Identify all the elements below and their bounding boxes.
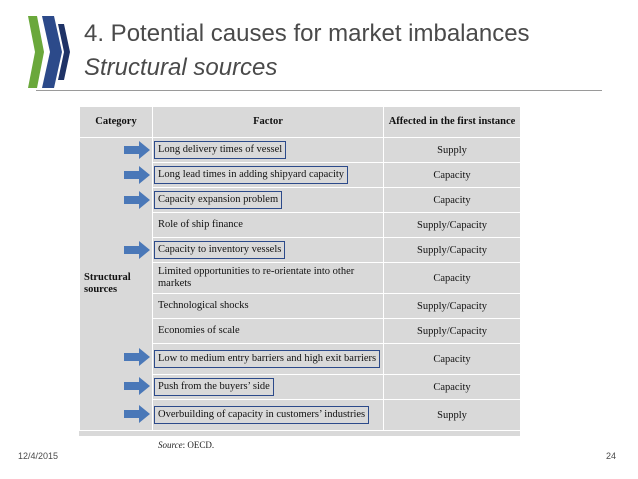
table-header-row: [80, 107, 521, 138]
arrow-right-icon: [124, 141, 150, 159]
affected-cell: Supply/Capacity: [384, 294, 521, 319]
arrow-right-icon: [124, 241, 150, 259]
arrow-right-icon: [124, 166, 150, 184]
slide-date: 12/4/2015: [18, 451, 59, 461]
header-factor: Factor: [153, 107, 384, 138]
affected-cell: Capacity: [384, 375, 521, 400]
factor-cell: Economies of scale: [153, 319, 384, 344]
slide-subtitle: Structural sources: [84, 54, 278, 81]
affected-cell: Supply/Capacity: [384, 238, 521, 263]
source-note: [158, 440, 214, 450]
factor-cell: [153, 344, 384, 375]
category-cell: Structural sources: [80, 138, 153, 431]
affected-cell: Capacity: [384, 188, 521, 213]
highlight-box: Overbuilding of capacity in customers’ industries: [154, 406, 369, 424]
factor-cell: Role of ship finance: [153, 213, 384, 238]
factor-cell: [153, 400, 384, 431]
factor-cell: [153, 138, 384, 163]
highlight-box: Capacity expansion problem: [154, 191, 282, 209]
affected-cell: Capacity: [384, 263, 521, 294]
slide-title: 4. Potential causes for market imbalances: [84, 20, 530, 47]
arrow-right-icon: [124, 348, 150, 366]
title-divider: [36, 90, 602, 91]
highlight-box: Capacity to inventory vessels: [154, 241, 285, 259]
arrow-right-icon: [124, 191, 150, 209]
affected-cell: Supply: [384, 138, 521, 163]
affected-cell: Supply: [384, 400, 521, 431]
header-category: Category: [80, 107, 153, 138]
arrow-right-icon: [124, 405, 150, 423]
highlight-box: Long delivery times of vessel: [154, 141, 286, 159]
factor-cell: Technological shocks: [153, 294, 384, 319]
source-text: : OECD.: [182, 440, 215, 450]
factor-cell: Limited opportunities to re-orientate into other markets: [153, 263, 384, 294]
affected-cell: Capacity: [384, 344, 521, 375]
logo-icon: [28, 16, 70, 88]
highlight-box: Low to medium entry barriers and high exit barriers: [154, 350, 380, 368]
arrow-right-icon: [124, 377, 150, 395]
factor-cell: [153, 163, 384, 188]
source-label: Source: [158, 440, 183, 450]
highlight-box: Push from the buyers’ side: [154, 378, 274, 396]
factor-cell: [153, 238, 384, 263]
factor-cell: [153, 188, 384, 213]
page-number: 24: [606, 451, 617, 461]
affected-cell: Supply/Capacity: [384, 213, 521, 238]
highlight-box: Long lead times in adding shipyard capacity: [154, 166, 348, 184]
affected-cell: Capacity: [384, 163, 521, 188]
factor-cell: [153, 375, 384, 400]
affected-cell: Supply/Capacity: [384, 319, 521, 344]
header-affected: Affected in the first instance: [384, 107, 521, 138]
